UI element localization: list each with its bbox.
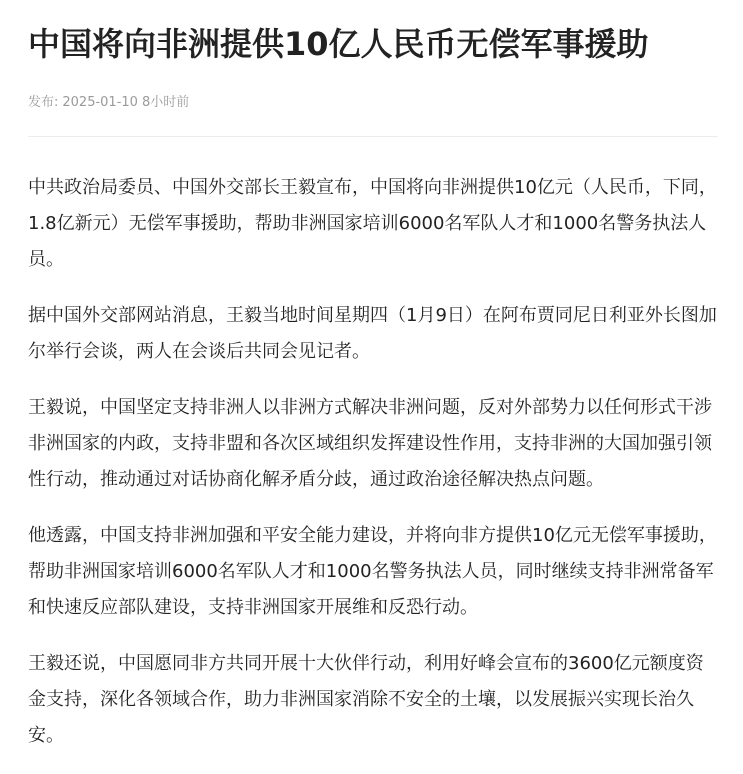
paragraph-5: 王毅还说，中国愿同非方共同开展十大伙伴行动，利用好峰会宣布的3600亿元额度资金支持，深化各领域合作，助力非洲国家消除不安全的土壤，以发展振兴实现长治久安。 — [28, 653, 704, 746]
paragraph-1: 中共政治局委员、中国外交部长王毅宣布，中国将向非洲提供10亿元（人民币，下同，1.8亿新元）无偿军事援助，帮助非洲国家培训6000名军队人才和1000名警务执法人员。 — [28, 177, 717, 270]
article-meta — [28, 94, 193, 112]
article-body — [28, 170, 720, 774]
paragraph-2: 据中国外交部网站消息，王毅当地时间星期四（1月9日）在阿布贾同尼日利亚外长图加尔举行会谈，两人在会谈后共同会见记者。 — [28, 305, 717, 362]
paragraph-3: 王毅说，中国坚定支持非洲人以非洲方式解决非洲问题，反对外部势力以任何形式干涉非洲国家的内政，支持非盟和各次区域组织发挥建设性作用，支持非洲的大国加强引领性行动，推动通过对话协商化解矛盾分歧，通过政治途径解决热点问题。 — [28, 397, 712, 490]
title-divider — [28, 136, 718, 137]
publish-date: 2025-01-10 — [62, 95, 138, 110]
article-title: 中国将向非洲提供10亿人民币无偿军事援助 — [28, 25, 649, 63]
relative-time: 8小时前 — [141, 95, 190, 110]
paragraph-4: 他透露，中国支持非洲加强和平安全能力建设，并将向非方提供10亿元无偿军事援助，帮助非洲国家培训6000名军队人才和1000名警务执法人员，同时继续支持非洲常备军和快速反应部队建设，支持非洲国家开展维和反恐行动。 — [28, 525, 717, 618]
publish-label: 发布: — [28, 95, 59, 110]
